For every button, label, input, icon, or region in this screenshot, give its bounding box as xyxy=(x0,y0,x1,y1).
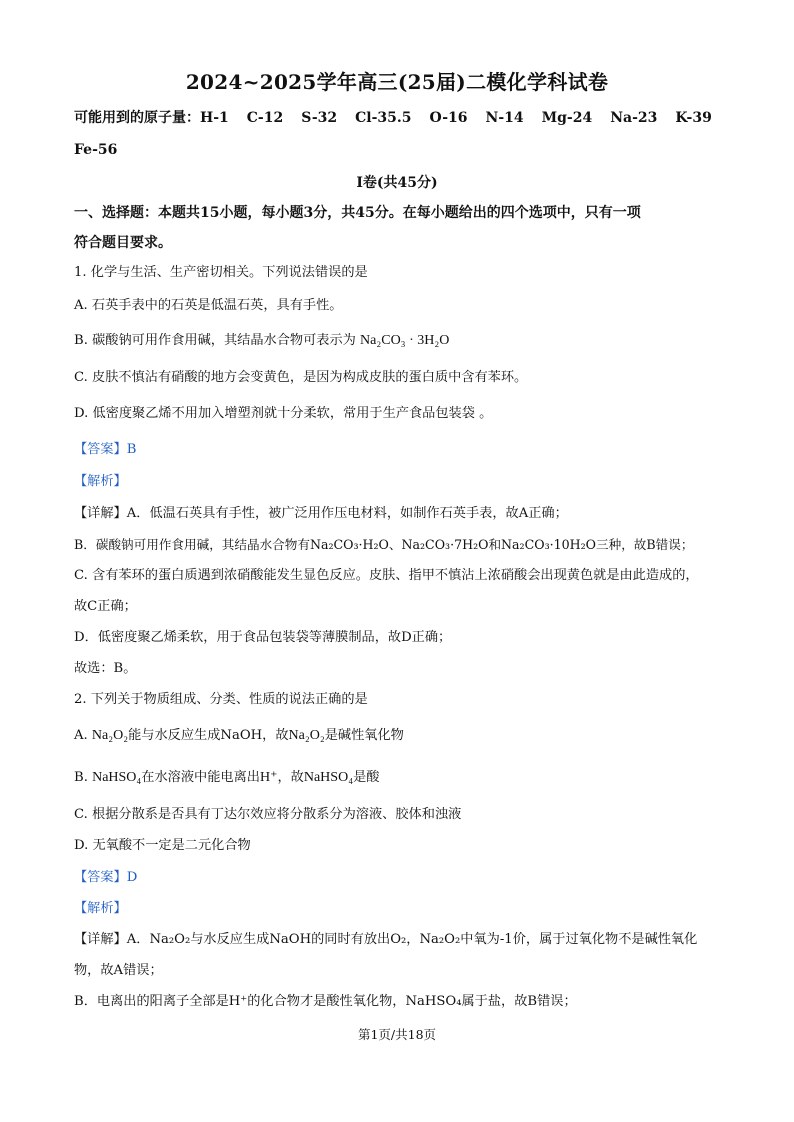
q2-detail-2: B．电离出的阳离子全部是H⁺的化合物才是酸性氧化物，NaHSO₄属于盐，故B错误； xyxy=(74,994,577,1009)
q1-option-b xyxy=(74,331,734,351)
atomic-mass-item: K-39 xyxy=(675,110,712,126)
q2-option-b-formula: NaHSO₄ xyxy=(303,770,354,785)
q1-analysis-label: 【解析】 xyxy=(74,474,127,489)
q2-option-a-text: 能与水反应生成NaOH，故 xyxy=(128,728,289,743)
q2-option-b-text: ，故 xyxy=(277,770,304,785)
q1-detail-2: B．碳酸钠可用作食用碱，其结晶水合物有Na₂CO₃·H₂O、Na₂CO₃·7H₂O和Na₂CO₃·10H₂O三种，故B错误； xyxy=(74,537,694,552)
q2-option-a-suffix: 是碱性氧化物 xyxy=(324,728,404,743)
q1-detail-4: D．低密度聚乙烯柔软，用于食品包装袋等薄膜制品，故D正确； xyxy=(74,630,452,645)
q2-option-b-formula: NaHSO₄ xyxy=(92,770,142,785)
q1-stem: 1. 化学与生活、生产密切相关。下列说法错误的是 xyxy=(74,265,368,280)
page-footer: 第1页/共18页 xyxy=(357,1027,437,1042)
q2-option-a-prefix: A. xyxy=(74,728,92,743)
q2-analysis-label: 【解析】 xyxy=(74,901,127,916)
q2-option-a-formula: Na₂O₂ xyxy=(91,728,129,743)
q1-detail-5: 故选：B。 xyxy=(74,661,137,676)
q1-detail-1: 【详解】A．低温石英具有手性，被广泛用作压电材料，如制作石英手表，故A正确； xyxy=(74,506,568,521)
q2-option-b-formula: H⁺ xyxy=(259,770,278,785)
atomic-mass-item: Na-23 xyxy=(610,110,658,126)
q1-option-b-text: B. 碳酸钠可用作食用碱，其结晶水合物可表示为 xyxy=(74,333,356,348)
q2-option-c: C. 根据分散系是否具有丁达尔效应将分散系分为溶液、胶体和浊液 xyxy=(74,807,462,822)
q2-option-a-formula: Na₂O₂ xyxy=(288,728,325,743)
q1-answer: 【答案】B xyxy=(74,442,137,457)
q2-option-b-suffix: 是酸 xyxy=(353,770,380,785)
q2-option-b-prefix: B. xyxy=(74,770,93,785)
atomic-mass-item: H-1 xyxy=(200,110,229,126)
atomic-mass-item: N-14 xyxy=(485,110,524,126)
q1-option-d: D. 低密度聚乙烯不用加入增塑剂就十分柔软，常用于生产食品包装袋 。 xyxy=(74,406,493,421)
atomic-mass-overflow: Fe-56 xyxy=(74,142,118,158)
atomic-mass-item: Cl-35.5 xyxy=(355,110,412,126)
q2-detail-1b: 物，故A错误； xyxy=(74,963,163,978)
atomic-masses-label: 可能用到的原子量： xyxy=(74,110,200,126)
q1-detail-3: C. 含有苯环的蛋白质遇到浓硝酸能发生显色反应。皮肤、指甲不慎沾上浓硝酸会出现黄色就是由此造成的， xyxy=(74,568,699,583)
q2-option-b-text: 在水溶液中能电离出 xyxy=(141,770,260,785)
q1-detail-3b: 故C正确； xyxy=(74,599,137,614)
q2-stem: 2. 下列关于物质组成、分类、性质的说法正确的是 xyxy=(74,692,368,707)
atomic-mass-item: S-32 xyxy=(301,110,338,126)
q2-answer: 【答案】D xyxy=(74,870,138,885)
q2-option-a xyxy=(74,726,734,746)
q1-option-a: A. 石英手表中的石英是低温石英，具有手性。 xyxy=(74,298,343,313)
q1-option-b-formula: Na₂CO₃ · 3H₂O xyxy=(360,333,450,348)
q2-detail-1: 【详解】A．Na₂O₂与水反应生成NaOH的同时有放出O₂，Na₂O₂中氧为-1价，属于过氧化物不是碱性氧化 xyxy=(74,932,698,947)
q2-option-d: D. 无氧酸不一定是二元化合物 xyxy=(74,838,251,853)
page-title: 2024~2025学年高三(25届)二模化学科试卷 xyxy=(185,70,609,94)
atomic-masses-row xyxy=(74,108,734,128)
q1-option-c: C. 皮肤不慎沾有硝酸的地方会变黄色，是因为构成皮肤的蛋白质中含有苯环。 xyxy=(74,370,528,385)
section-title: I卷(共45分) xyxy=(356,175,438,191)
instructions-line-1: 一、选择题：本题共15小题，每小题3分，共45分。在每小题给出的四个选项中，只有一项 xyxy=(74,205,641,221)
atomic-mass-item: C-12 xyxy=(246,110,284,126)
q2-option-b xyxy=(74,768,734,788)
instructions-line-2: 符合题目要求。 xyxy=(74,235,172,251)
atomic-mass-item: O-16 xyxy=(429,110,468,126)
atomic-mass-item: Mg-24 xyxy=(541,110,593,126)
